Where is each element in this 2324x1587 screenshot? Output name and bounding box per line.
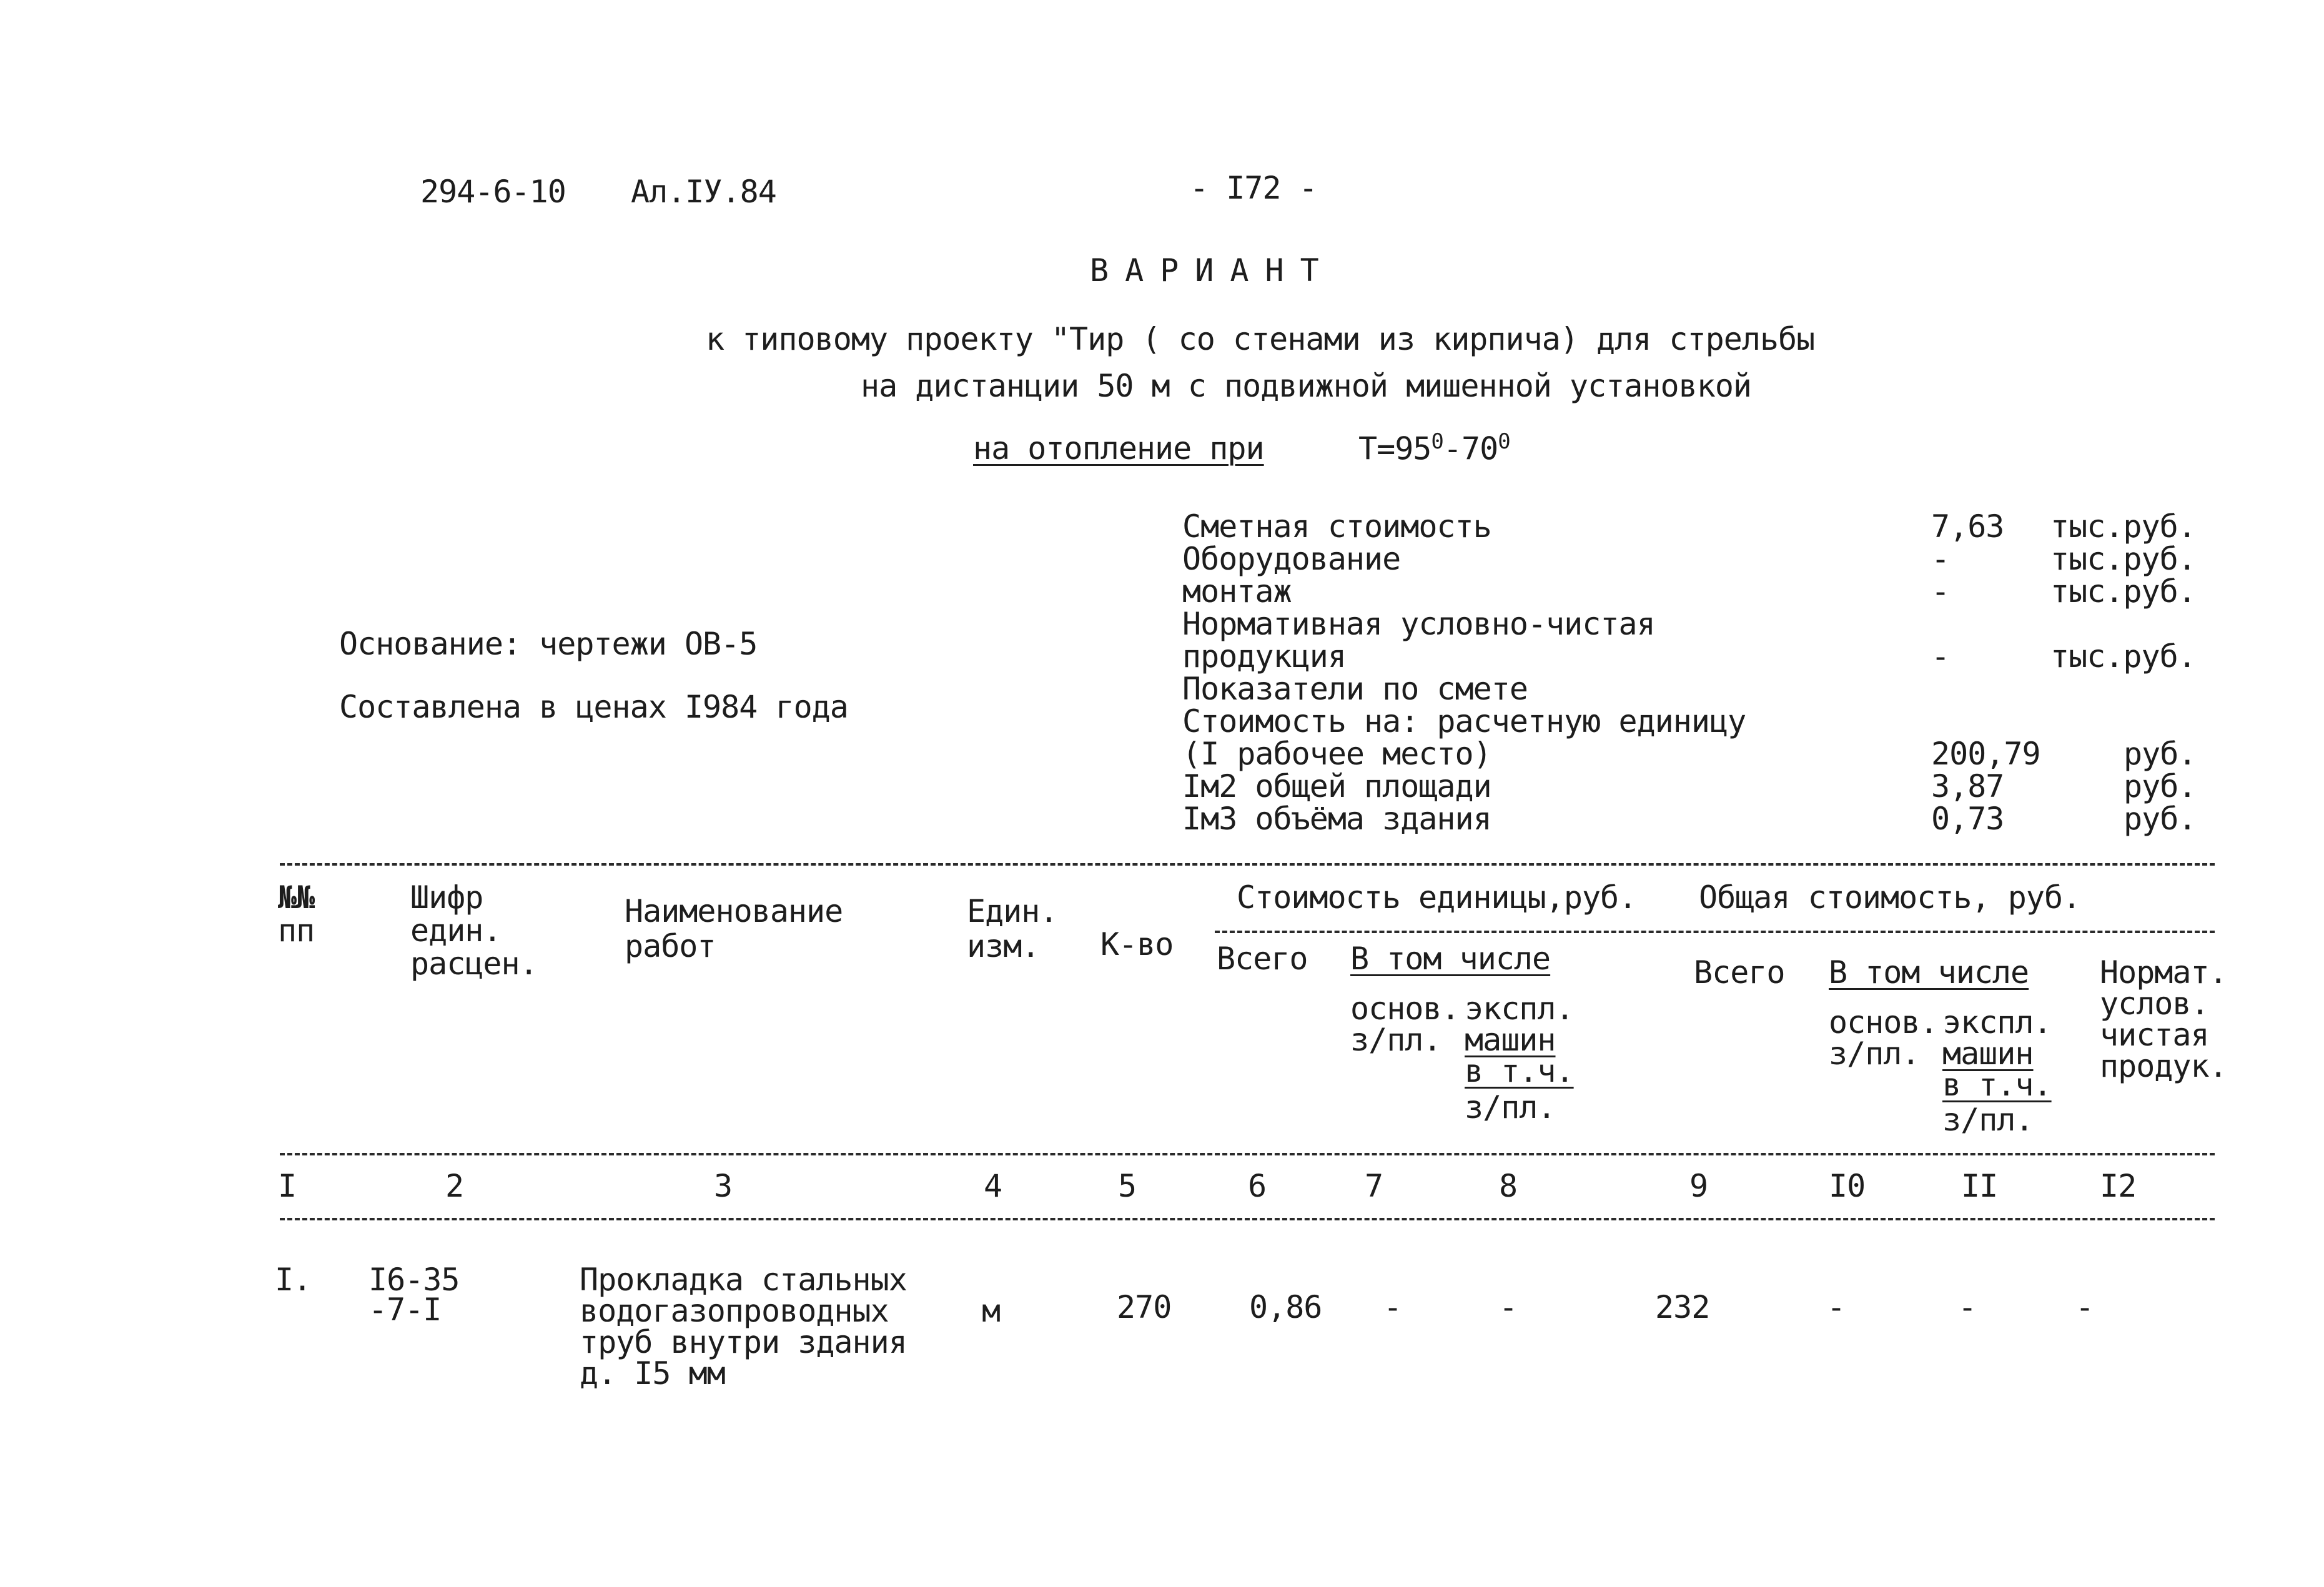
subject-label: на отопление при [973,430,1264,467]
row-total: 232 [1655,1289,1710,1325]
basis-drawings: Основание: чертежи ОВ-5 [339,626,758,662]
column-number: I [278,1168,297,1204]
degree-mark: 0 [1498,429,1510,454]
column-number: 2 [445,1168,464,1204]
summary-label: Сметная стоимость [1182,508,1491,545]
column-number: 3 [714,1168,733,1204]
header-quantity: К-во [1100,926,1174,962]
summary-unit: тыс.руб. [2050,638,2196,675]
header-unit-including: В том числе [1350,941,1551,977]
column-number: 5 [1118,1168,1137,1204]
header-unit-machine: экспл. [1465,991,1574,1027]
summary-unit: тыс.руб. [2050,573,2196,610]
header-rate-code: расцен. [410,946,538,982]
row-normative-product: - [2075,1289,2094,1325]
row-unit-total: 0,86 [1249,1289,1322,1325]
header-unit: Един. [967,893,1058,929]
header-total-machine: машин [1942,1036,2034,1072]
column-number: II [1961,1168,1998,1204]
header-unit-base-wage: основ. [1350,991,1460,1027]
temperature-spec [1358,431,1510,465]
document-code: 294-6-10 [420,174,566,210]
title-line-1: к типовому проекту "Тир ( со стенами из кирпича) для стрельбы [706,321,1815,357]
summary-label: продукция [1182,638,1346,675]
header-normative-product: чистая [2100,1017,2209,1053]
row-unit-base-wage: - [1383,1289,1402,1325]
header-unit-machine: з/пл. [1465,1089,1556,1125]
temperature-return: -70 [1443,430,1498,467]
row-work-name: д. I5 мм [580,1355,725,1392]
degree-mark: 0 [1431,429,1443,454]
header-unit-base-wage: з/пл. [1350,1022,1441,1058]
row-total-base-wage: - [1827,1289,1846,1325]
summary-unit: тыс.руб. [2050,541,2196,577]
summary-value: - [1931,573,1950,610]
row-rate-code: I6-35 [368,1262,460,1298]
header-total-machine: экспл. [1942,1004,2052,1041]
header-normative-product: Нормат. [2100,954,2227,991]
column-number: 8 [1499,1168,1518,1204]
summary-label: Оборудование [1182,541,1401,577]
summary-label: Iм3 объёма здания [1182,801,1491,837]
row-unit: м [982,1293,1001,1329]
column-number: 9 [1689,1168,1708,1204]
summary-unit: руб. [2124,736,2197,772]
header-total-including: В том числе [1829,954,2029,991]
header-normative-product: продук. [2100,1048,2227,1084]
header-unit-cost-group: Стоимость единицы,руб. [1237,879,1637,916]
column-number: 6 [1248,1168,1267,1204]
summary-label: Стоимость на: расчетную единицу [1182,703,1746,739]
header-total-machine: з/пл. [1942,1102,2034,1138]
header-rate-code: един. [410,912,502,949]
temperature-supply: T=95 [1358,430,1431,467]
document-heading: ВАРИАНТ [1090,252,1335,289]
header-total-base-wage: основ. [1829,1004,1938,1041]
row-rate-code: -7-I [368,1292,442,1328]
summary-label: Iм2 общей площади [1182,768,1491,804]
summary-unit: руб. [2124,801,2197,837]
column-number: 7 [1365,1168,1383,1204]
row-work-name: Прокладка стальных [580,1262,907,1298]
header-unit-total: Всего [1217,941,1308,977]
column-number: 4 [984,1168,1002,1204]
summary-value: 3,87 [1931,768,2004,804]
summary-label: (I рабочее место) [1182,736,1491,772]
header-number: №№ [278,879,315,916]
header-total-machine: в т.ч. [1942,1067,2052,1103]
header-group-rule [1215,931,2215,933]
header-total-cost-group: Общая стоимость, руб. [1699,879,2081,916]
summary-value: - [1931,541,1950,577]
header-unit-machine: в т.ч. [1465,1053,1574,1089]
row-work-name: водогазопроводных [580,1293,889,1329]
summary-unit: тыс.руб. [2050,508,2196,545]
row-work-name: труб внутри здания [580,1324,907,1360]
row-total-machine: - [1958,1289,1977,1325]
summary-unit: руб. [2124,768,2197,804]
summary-label: Нормативная условно-чистая [1182,606,1655,642]
summary-value: 0,73 [1931,801,2004,837]
header-grand-total: Всего [1694,954,1785,991]
title-line-2: на дистанции 50 м с подвижной мишенной установкой [861,368,1752,404]
summary-value: - [1931,638,1950,675]
row-number: I. [275,1262,312,1298]
basis-prices: Составлена в ценах I984 года [339,689,848,725]
summary-label: монтаж [1182,573,1292,610]
column-numbers-rule [280,1218,2215,1220]
header-total-base-wage: з/пл. [1829,1036,1920,1072]
summary-label: Показатели по смете [1182,671,1528,707]
header-work-name: Наименование [625,893,843,929]
header-unit: изм. [967,928,1040,964]
summary-value: 7,63 [1931,508,2004,545]
header-number: пп [278,912,315,949]
column-number: I0 [1829,1168,1866,1204]
header-normative-product: услов. [2100,986,2209,1022]
page-number: - I72 - [1190,170,1317,206]
header-rate-code: Шифр [410,879,483,916]
album-code: Ал.IУ.84 [631,174,776,210]
table-top-rule [280,863,2215,866]
header-unit-machine: машин [1465,1022,1556,1058]
summary-value: 200,79 [1931,736,2040,772]
header-bottom-rule [280,1153,2215,1155]
row-quantity: 270 [1117,1289,1172,1325]
row-unit-machine: - [1499,1289,1518,1325]
column-number: I2 [2100,1168,2137,1204]
header-work-name: работ [625,928,716,964]
